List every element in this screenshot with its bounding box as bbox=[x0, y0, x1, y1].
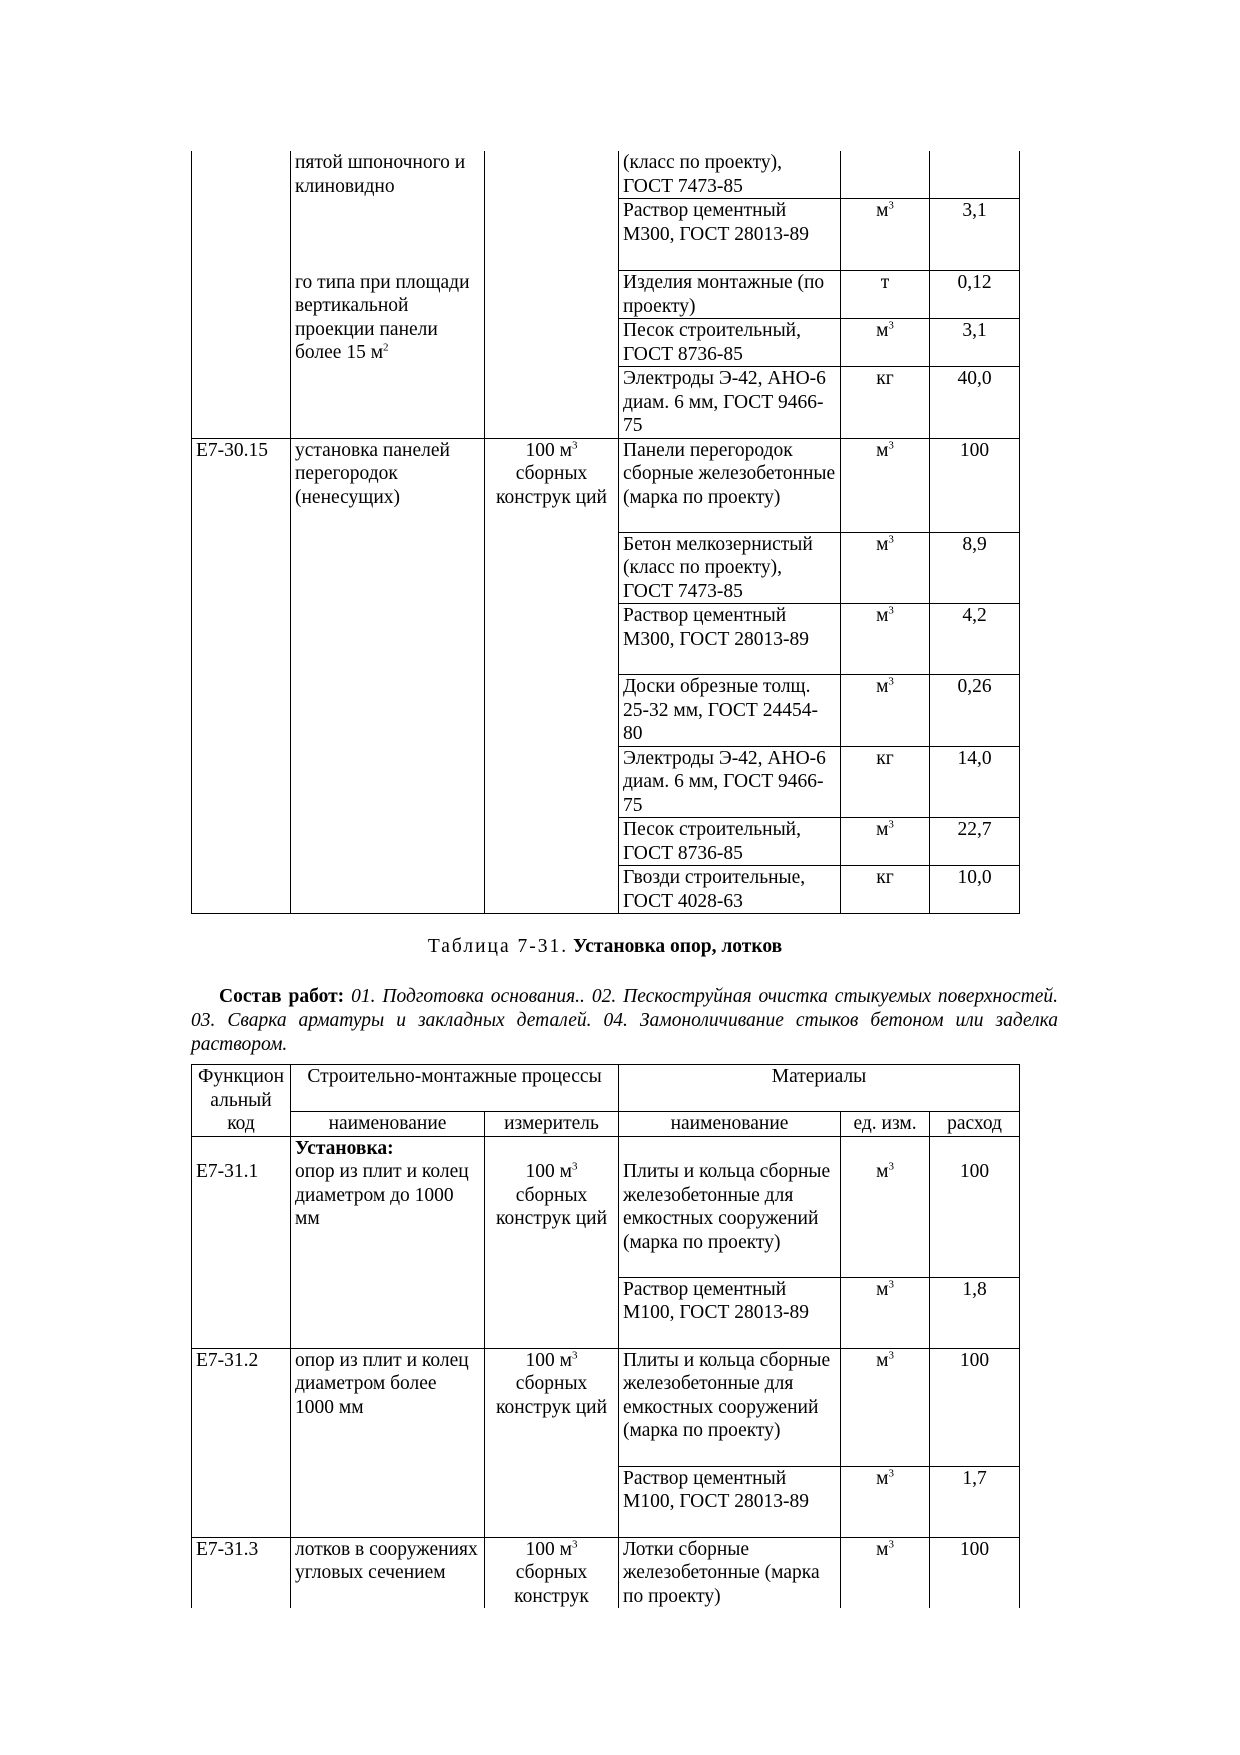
material-unit: $м^3$ bbox=[841, 604, 930, 675]
group-title: Установка: bbox=[295, 1137, 394, 1159]
header-processes: Строительно-монтажные процессы bbox=[291, 1065, 619, 1112]
material-name: Песок строительный, ГОСТ 8736-85 bbox=[619, 818, 841, 866]
header-code: Функцион альный код bbox=[192, 1065, 291, 1137]
material-unit: $м^3$ bbox=[841, 675, 930, 747]
work-text: 01. Подготовка основания.. 02. Пескоструйная очистка стыкуемых поверхностей. 03. Сварка арматуры и закладных деталей. 04. Замоноличивание стыков бетоном или заделка раствором. bbox=[191, 986, 1058, 1055]
caption-label: Таблица 7-31. bbox=[427, 936, 569, 957]
material-unit: $м^3$ bbox=[841, 1277, 930, 1348]
process-cell: пятой шпоночного и клиновидно bbox=[291, 151, 485, 271]
code-cell: Е7-31.2 bbox=[192, 1348, 291, 1537]
material-qty: 3,1 bbox=[930, 319, 1020, 367]
material-qty: 100 bbox=[930, 1136, 1020, 1277]
material-qty: 10,0 bbox=[930, 866, 1020, 914]
material-unit: кг bbox=[841, 866, 930, 914]
material-unit: $м^3$ bbox=[841, 1348, 930, 1466]
process-cell: Установка: опор из плит и колец диаметром до 1000 мм bbox=[291, 1136, 485, 1348]
material-unit: $м^3$ bbox=[841, 199, 930, 271]
material-name: Раствор цементный М100, ГОСТ 28013-89 bbox=[619, 1277, 841, 1348]
material-name: (класс по проекту), ГОСТ 7473-85 bbox=[619, 151, 841, 199]
material-name: Панели перегородок сборные железобетонные (марка по проекту) bbox=[619, 438, 841, 532]
measure-cell bbox=[485, 151, 619, 438]
material-qty: 3,1 bbox=[930, 199, 1020, 271]
measure-cell: 100 $м^3$ сборных конструк ций bbox=[485, 438, 619, 914]
header-unit: ед. изм. bbox=[841, 1112, 930, 1137]
code-cell: Е7-30.15 bbox=[192, 438, 291, 914]
norms-table-7-31 bbox=[191, 1064, 1020, 1608]
material-name: Раствор цементный М300, ГОСТ 28013-89 bbox=[619, 604, 841, 675]
code-cell: Е7-31.1 bbox=[192, 1136, 291, 1348]
material-qty: 4,2 bbox=[930, 604, 1020, 675]
measure-cell: 100 $м^3$ сборных конструк ций bbox=[485, 1348, 619, 1537]
material-name: Лотки сборные железобетонные (марка по проекту) bbox=[619, 1537, 841, 1608]
code-cell bbox=[192, 151, 291, 438]
norms-table-continuation bbox=[191, 151, 1020, 914]
material-qty: 8,9 bbox=[930, 532, 1020, 604]
material-unit: кг bbox=[841, 746, 930, 818]
material-name: Электроды Э-42, АНО-6 диам. 6 мм, ГОСТ 9466-75 bbox=[619, 367, 841, 439]
material-qty: 14,0 bbox=[930, 746, 1020, 818]
material-name: Изделия монтажные (по проекту) bbox=[619, 271, 841, 319]
material-qty: 0,12 bbox=[930, 271, 1020, 319]
material-qty: 0,26 bbox=[930, 675, 1020, 747]
material-unit: $м^3$ bbox=[841, 438, 930, 532]
material-unit: $м^3$ bbox=[841, 818, 930, 866]
header-name: наименование bbox=[291, 1112, 485, 1137]
work-composition bbox=[191, 985, 1058, 1057]
material-unit: т bbox=[841, 271, 930, 319]
material-name: Гвозди строительные, ГОСТ 4028-63 bbox=[619, 866, 841, 914]
header-materials: Материалы bbox=[619, 1065, 1020, 1112]
header-qty: расход bbox=[930, 1112, 1020, 1137]
header-mat-name: наименование bbox=[619, 1112, 841, 1137]
measure-cell: 100 $м^3$ сборных конструк bbox=[485, 1537, 619, 1608]
material-name: Песок строительный, ГОСТ 8736-85 bbox=[619, 319, 841, 367]
material-qty: 100 bbox=[930, 1348, 1020, 1466]
material-qty: 100 bbox=[930, 1537, 1020, 1608]
process-cell: установка панелей перегородок (ненесущих) bbox=[291, 438, 485, 914]
material-unit: $м^3$ bbox=[841, 1136, 930, 1277]
material-qty: 1,7 bbox=[930, 1466, 1020, 1537]
measure-cell: 100 $м^3$ сборных конструк ций bbox=[485, 1136, 619, 1348]
material-qty: 100 bbox=[930, 438, 1020, 532]
material-qty: 22,7 bbox=[930, 818, 1020, 866]
material-unit: $м^3$ bbox=[841, 1537, 930, 1608]
process-cell: лотков в сооружениях угловых сечением bbox=[291, 1537, 485, 1608]
code-cell: Е7-31.3 bbox=[192, 1537, 291, 1608]
table-caption bbox=[191, 936, 1019, 958]
material-name: Раствор цементный М100, ГОСТ 28013-89 bbox=[619, 1466, 841, 1537]
material-unit: кг bbox=[841, 367, 930, 439]
material-unit: $м^3$ bbox=[841, 319, 930, 367]
material-name: Плиты и кольца сборные железобетонные для емкостных сооружений (марка по проекту) bbox=[619, 1136, 841, 1277]
material-name: Доски обрезные толщ. 25-32 мм, ГОСТ 24454-80 bbox=[619, 675, 841, 747]
material-unit: $м^3$ bbox=[841, 1466, 930, 1537]
caption-title: Установка опор, лотков bbox=[573, 936, 783, 957]
material-name: Раствор цементный М300, ГОСТ 28013-89 bbox=[619, 199, 841, 271]
material-qty: 40,0 bbox=[930, 367, 1020, 439]
process-cell: опор из плит и колец диаметром более 1000 мм bbox=[291, 1348, 485, 1537]
material-name: Бетон мелкозернистый (класс по проекту), ГОСТ 7473-85 bbox=[619, 532, 841, 604]
process-cell-cont: го типа при площади вертикальной проекции панели более 15 $м^2$ bbox=[291, 271, 485, 439]
material-qty: 1,8 bbox=[930, 1277, 1020, 1348]
material-name: Электроды Э-42, АНО-6 диам. 6 мм, ГОСТ 9466-75 bbox=[619, 746, 841, 818]
work-label: Состав работ: bbox=[219, 986, 345, 1007]
material-name: Плиты и кольца сборные железобетонные для емкостных сооружений (марка по проекту) bbox=[619, 1348, 841, 1466]
material-unit: $м^3$ bbox=[841, 532, 930, 604]
material-unit bbox=[841, 151, 930, 199]
material-qty bbox=[930, 151, 1020, 199]
header-measure: измеритель bbox=[485, 1112, 619, 1137]
